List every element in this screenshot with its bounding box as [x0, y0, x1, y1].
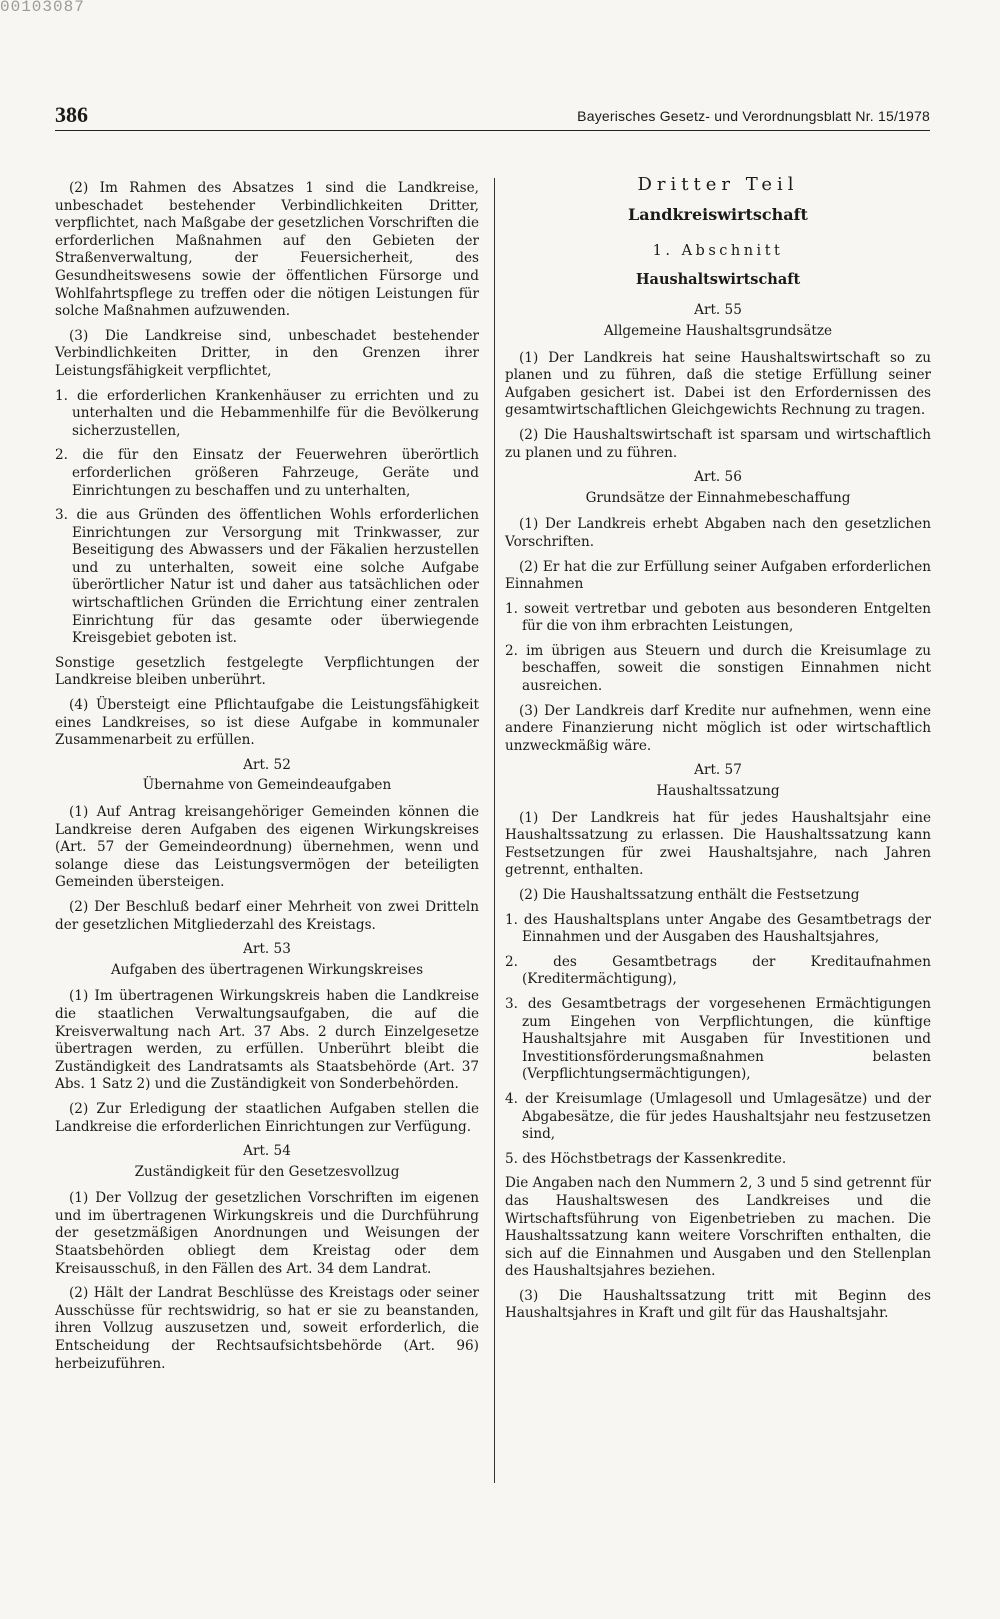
section-title: 1. Abschnitt	[652, 243, 784, 260]
paragraph: (1) Auf Antrag kreisangehöriger Gemeinden können die Landkreise deren Aufgaben des eigenen Wirkungskreises (Art. 57 der Gemeindeordnung) übernehmen, wenn und solange diese das Leistungsvermögen der beteiligten Gemeinden übersteigen.	[55, 804, 479, 891]
paragraph: (3) Der Landkreis darf Kredite nur aufnehmen, wenn eine andere Finanzierung nicht möglich ist oder wirtschaftlich unzweckmäßig wäre.	[505, 702, 931, 754]
paragraph: (1) Der Landkreis hat für jedes Haushaltsjahr eine Haushaltssatzung zu erlassen. Die Haushaltssatzung kann Festsetzungen für zwei Haushaltsjahre, nach Jahren getrennt, enthalten.	[505, 809, 931, 879]
paragraph: (1) Der Vollzug der gesetzlichen Vorschriften im eigenen und im übertragenen Wirkungskreis und die Durchführung der gesetzmäßigen Anordnungen und Weisungen der Staatsbehörden obliegt dem Kreistag oder dem Kreisausschuß, in den Fällen des Art. 34 dem Landrat.	[55, 1190, 479, 1277]
paragraph: (2) Er hat die zur Erfüllung seiner Aufgaben erforderlichen Einnahmen	[505, 558, 931, 593]
page-header	[55, 102, 930, 131]
list-item: 2. die für den Einsatz der Feuerwehren überörtlich erforderlichen größeren Fahrzeuge, Geräte und Einrichtungen zu beschaffen und zu unterhalten,	[55, 447, 479, 499]
page-number: 386	[55, 102, 88, 127]
list-item: 2. des Gesamtbetrags der Kreditaufnahmen (Kreditermächtigung),	[505, 953, 931, 988]
article-title: Grundsätze der Einnahmebeschaffung	[585, 489, 851, 506]
list-item: 4. der Kreisumlage (Umlagesoll und Umlagesätze) und der Abgabesätze, die für jedes Haushaltsjahr neu festzusetzen sind,	[505, 1090, 931, 1143]
list-item: 1. des Haushaltsplans unter Angabe des Gesamtbetrags der Einnahmen und der Ausgaben des Haushaltsjahres,	[505, 911, 931, 946]
article-title: Übernahme von Gemeindeaufgaben	[142, 777, 392, 794]
article-number: Art. 52	[243, 756, 291, 773]
article-title: Allgemeine Haushaltsgrundsätze	[603, 322, 833, 339]
article-title: Zuständigkeit für den Gesetzesvollzug	[134, 1163, 400, 1180]
paragraph: (3) Die Landkreise sind, unbeschadet bestehender Verbindlichkeiten Dritter, in den Grenzen ihrer Leistungsfähigkeit verpflichtet,	[55, 327, 479, 379]
column-divider	[494, 178, 495, 1483]
section-subtitle: Haushaltswirtschaft	[635, 270, 801, 288]
paragraph: (1) Der Landkreis erhebt Abgaben nach den gesetzlichen Vorschriften.	[505, 516, 931, 550]
paragraph: (2) Hält der Landrat Beschlüsse des Kreistags oder seiner Ausschüsse für rechtswidrig, so hat er sie zu beanstanden, ihren Vollzug auszusetzen und, soweit erforderlich, die Entscheidung der Rechtsaufsichtsbehörde (Art. 96) herbeizuführen.	[55, 1285, 479, 1372]
left-column	[55, 180, 479, 1380]
article-title: Aufgaben des übertragenen Wirkungskreises	[110, 961, 424, 978]
paragraph: (1) Der Landkreis hat seine Haushaltswirtschaft so zu planen und zu führen, daß die stetige Erfüllung seiner Aufgaben gesichert ist. Dabei ist den Erfordernissen des gesamtwirtschaftlichen Gleichgewichts Rechnung zu tragen.	[505, 349, 931, 419]
paragraph: (2) Der Beschluß bedarf einer Mehrheit von zwei Dritteln der gesetzlichen Mitgliederzahl des Kreistags.	[55, 898, 479, 933]
part-title: Dritter Teil	[637, 174, 799, 195]
part-subtitle: Landkreiswirtschaft	[628, 204, 808, 224]
journal-title: Bayerisches Gesetz- und Verordnungsblatt Nr. 15/1978	[577, 108, 930, 124]
list-item: 3. des Gesamtbetrags der vorgesehenen Ermächtigungen zum Eingehen von Verpflichtungen, die künftige Haushaltsjahre mit Ausgaben für Investitionen und Investitionsförderungsmaßnahmen belasten (Verpflichtungsermächtigungen),	[505, 995, 931, 1083]
article-number: Art. 54	[243, 1143, 291, 1160]
list-item: 1. soweit vertretbar und geboten aus besonderen Entgelten für die von ihm erbrachten Leistungen,	[505, 600, 931, 635]
list-item: 3. die aus Gründen des öffentlichen Wohls erforderlichen Einrichtungen zur Versorgung mit Trinkwasser, zur Beseitigung des Abwassers und der Fäkalien herzustellen und zu unterhalten, soweit eine solche Aufgabe überörtlicher Natur ist und daher aus tatsächlichen oder wirtschaftlichen Gründen die Errichtung einer zentralen Einrichtung für das gesamte oder überwiegende Kreisgebiet geboten ist.	[55, 507, 479, 647]
paragraph: (2) Zur Erledigung der staatlichen Aufgaben stellen die Landkreise die erforderlichen Einrichtungen zur Verfügung.	[55, 1100, 479, 1135]
list-item: 2. im übrigen aus Steuern und durch die Kreisumlage zu beschaffen, soweit die sonstigen Einnahmen nicht ausreichen.	[505, 642, 931, 695]
article-title: Haushaltssatzung	[656, 783, 780, 800]
list-item: 1. die erforderlichen Krankenhäuser zu errichten und zu unterhalten und die Hebammenhilfe für die Bevölkerung sicherzustellen,	[55, 387, 479, 439]
paragraph: Die Angaben nach den Nummern 2, 3 und 5 sind getrennt für das Haushaltswesen des Landkreises und die Wirtschaftsführung von Eigenbetrieben zu machen. Die Haushaltssatzung kann weitere Vorschriften enthalten, die sich auf die Einnahmen und Ausgaben und den Stellenplan des Haushaltsjahres beziehen.	[505, 1175, 931, 1280]
article-number: Art. 55	[694, 302, 742, 319]
archive-stamp: 00103087	[0, 0, 85, 16]
paragraph: (3) Die Haushaltssatzung tritt mit Beginn des Haushaltsjahres in Kraft und gilt für das Haushaltsjahr.	[505, 1287, 931, 1322]
paragraph: (4) Übersteigt eine Pflichtaufgabe die Leistungsfähigkeit eines Landkreises, so ist diese Aufgabe in kommunaler Zusammenarbeit zu erfüllen.	[55, 697, 479, 749]
paragraph: (1) Im übertragenen Wirkungskreis haben die Landkreise die staatlichen Verwaltungsaufgaben, die auf die Kreisverwaltung nach Art. 37 Abs. 2 durch Einzelgesetze übertragen werden, zu erfüllen. Unberührt bleibt die Zuständigkeit des Landratsamts als Staatsbehörde (Art. 37 Abs. 1 Satz 2) und die Zuständigkeit von Sonderbehörden.	[55, 988, 479, 1093]
paragraph: (2) Die Haushaltswirtschaft ist sparsam und wirtschaftlich zu planen und zu führen.	[505, 426, 931, 461]
article-number: Art. 56	[694, 469, 742, 486]
list-item: 5. des Höchstbetrags der Kassenkredite.	[505, 1150, 787, 1167]
article-number: Art. 57	[694, 762, 742, 779]
paragraph: (2) Im Rahmen des Absatzes 1 sind die Landkreise, unbeschadet bestehender Verbindlichkeiten Dritter, verpflichtet, nach Maßgabe der gesetzlichen Vorschriften die erforderlichen Maßnahmen auf den Gebieten der Straßenverwaltung, der Feuersicherheit, des Gesundheitswesens sowie der öffentlichen Fürsorge und Wohlfahrtspflege zu treffen oder die nötigen Leistungen für solche Maßnahmen aufzuwenden.	[55, 180, 479, 320]
paragraph: (2) Die Haushaltssatzung enthält die Festsetzung	[519, 887, 860, 903]
article-number: Art. 53	[243, 941, 291, 958]
right-column	[505, 174, 931, 1330]
paragraph: Sonstige gesetzlich festgelegte Verpflichtungen der Landkreise bleiben unberührt.	[55, 654, 479, 689]
